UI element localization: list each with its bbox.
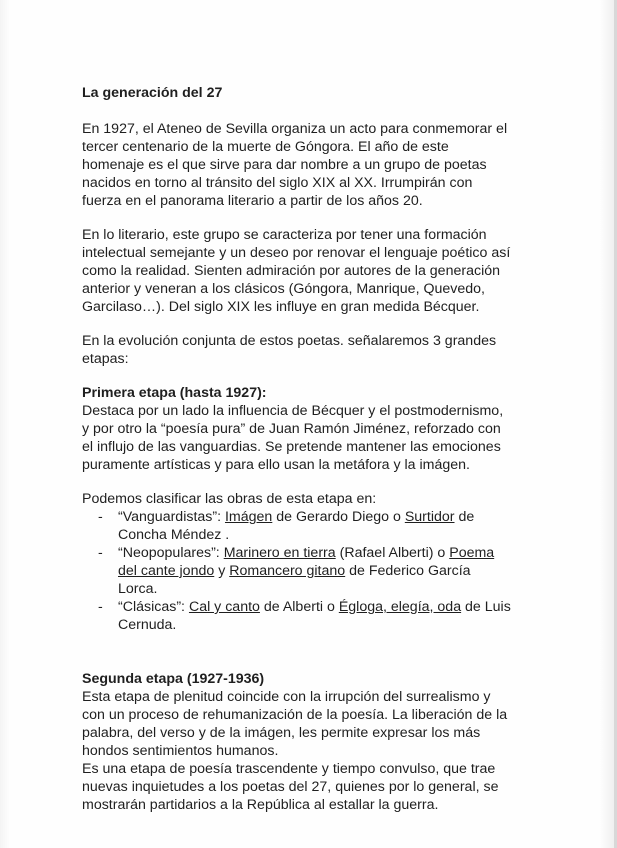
- work-title: Romancero gitano: [229, 563, 346, 579]
- stage-one-text: Destaca por un lado la influencia de Bécquer y el postmodernismo, y por otro la “poesía pura” de Juan Ramón Jiménez, reforzado con el influjo de las vanguardias. Se pretende mantener las emociones puramente artísticas y para ello usan la metáfora y la imágen.: [82, 403, 504, 473]
- item-text: de Alberti o: [259, 599, 339, 615]
- item-text: de Federico García Lorca.: [118, 563, 471, 597]
- list-dash: -: [98, 509, 103, 525]
- stage-one-classify: Podemos clasificar las obras de esta etapa en:: [82, 491, 377, 507]
- item-text: de Concha Méndez .: [118, 509, 475, 543]
- item-label: “Neopopulares”:: [118, 545, 224, 561]
- list-dash: -: [98, 545, 103, 561]
- stage-two-section: [82, 670, 512, 814]
- stage-two-text-continued: Es una etapa de poesía trascendente y tiempo convulso, que trae nuevas inquietudes a los poetas del 27, quienes por lo general, se mostrarán partidarios a la República al estallar la guerra.: [82, 761, 499, 813]
- item-text: de Luis Cernuda.: [118, 599, 511, 633]
- work-title: Surtidor: [404, 509, 455, 525]
- item-label: “Clásicas”:: [118, 599, 189, 615]
- work-title: Cal y canto: [188, 599, 260, 615]
- work-title: Marinero en tierra: [223, 545, 336, 561]
- work-title: Imágen: [224, 509, 273, 525]
- paragraph-stages: En la evolución conjunta de estos poetas. señalaremos 3 grandes etapas:: [82, 333, 497, 367]
- list-dash: -: [98, 599, 103, 615]
- stage-two-text: Esta etapa de plenitud coincide con la irrupción del surrealismo y con un proceso de rehumanización de la poesía. La liberación de la palabra, del verso y de la imágen, les permite expresar los más hondos sentimientos humanos.: [82, 689, 508, 759]
- document-body: [82, 84, 512, 814]
- document-title: La generación del 27: [82, 85, 223, 101]
- list-item: [82, 508, 512, 544]
- item-text: (Rafael Alberti) o: [335, 545, 450, 561]
- stage-one-section: [82, 384, 512, 634]
- item-text: de Gerardo Diego o: [272, 509, 405, 525]
- paragraph-literary: En lo literario, este grupo se caracteriza por tener una formación intelectual semejante y un deseo por renovar el lenguaje poético así como la realidad. Sienten admiración por autores de la generación anterior y veneran a los clásicos (Góngora, Manrique, Quevedo, Garcilaso…). Del siglo XIX les influye en gran medida Bécquer.: [82, 227, 511, 315]
- item-label: “Vanguardistas”:: [118, 509, 225, 525]
- spacer: [82, 652, 512, 670]
- stage-two-heading: Segunda etapa (1927-1936): [82, 671, 265, 687]
- stage-one-heading: Primera etapa (hasta 1927):: [82, 385, 267, 401]
- list-item: [82, 544, 512, 598]
- works-list: [82, 508, 512, 634]
- item-text: y: [214, 563, 230, 579]
- work-title: Poema del cante jondo: [118, 545, 495, 579]
- work-title: Égloga, elegía, oda: [338, 599, 462, 615]
- list-item: [82, 598, 512, 634]
- paragraph-intro: En 1927, el Ateneo de Sevilla organiza un acto para conmemorar el tercer centenario de la muerte de Góngora. El año de este homenaje es el que sirve para dar nombre a un grupo de poetas nacidos en torno al tránsito del siglo XIX al XX. Irrumpirán con fuerza en el panorama literario a partir de los años 20.: [82, 121, 508, 209]
